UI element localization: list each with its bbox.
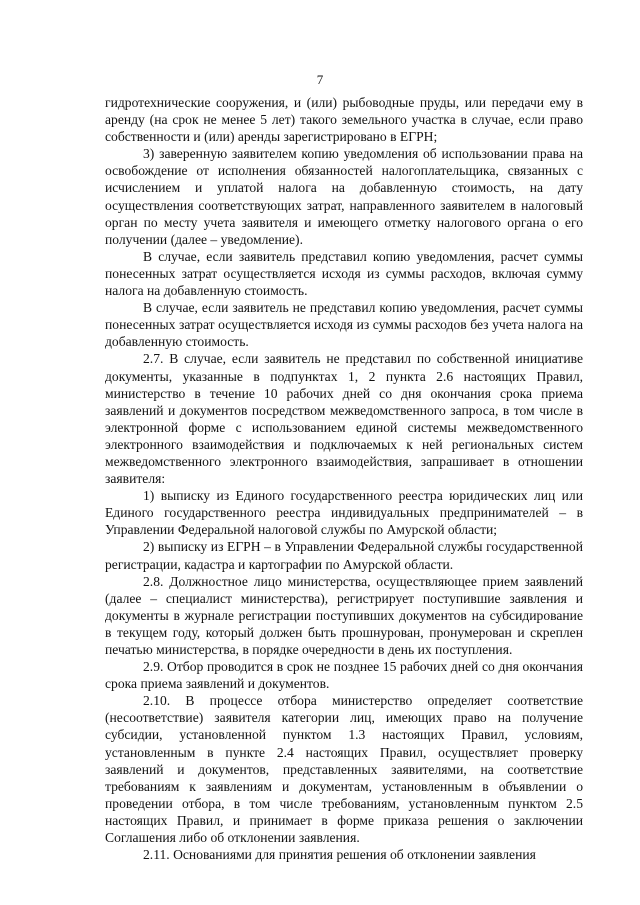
paragraph-item-3-notice-copy: 3) заверенную заявителем копию уведомления об использовании права на освобождение от исполнения обязанностей налогоплательщика, связанных с исчислением и уплатой налога на добавленную стоимость, на дату осуществления соответствующих затрат, направленного заявителем в налоговый орган по месту учета заявителя и имеющего отметку налогового органа о его получении (далее – уведомление). — [105, 146, 583, 247]
paragraph-with-notice: В случае, если заявитель представил копию уведомления, расчет суммы понесенных затрат осуществляется исходя из суммы расходов, включая сумму налога на добавленную стоимость. — [105, 248, 583, 299]
page-number: 7 — [316, 72, 324, 87]
paragraph-2-8: 2.8. Должностное лицо министерства, осуществляющее прием заявлений (далее – специалист министерства), регистрирует поступившие заявления и документы в журнале регистрации поступивших документов на субсидирование в текущем году, который должен быть прошнурован, пронумерован и скреплен печатью министерства, в порядке очередности в день их поступления. — [105, 573, 583, 657]
paragraph-2-9: 2.9. Отбор проводится в срок не позднее 15 рабочих дней со дня окончания срока приема заявлений и документов. — [105, 659, 583, 692]
document-body — [105, 94, 583, 863]
paragraph-2-10: 2.10. В процессе отбора министерство определяет соответствие (несоответствие) заявителя категории лиц, имеющих право на получение субсидии, установленной пунктом 1.3 настоящих Правил, условиям, установленным в пункте 2.4 настоящих Правил, осуществляет проверку заявлений и документов, представленных заявителями, на соответствие требованиям к заявлениям и документам, установленным в объявлении о проведении отбора, в том числе требованиям, установленным пунктом 2.5 настоящих Правил, и принимает в форме приказа решения о заключении Соглашения либо об отклонении заявления. — [105, 693, 583, 846]
paragraph-request-item-2: 2) выписку из ЕГРН – в Управлении Федеральной службы государственной регистрации, кадастра и картографии по Амурской области. — [105, 539, 583, 572]
paragraph-2-11: 2.11. Основаниями для принятия решения об отклонении заявления — [143, 847, 536, 863]
paragraph-without-notice: В случае, если заявитель не представил копию уведомления, расчет суммы понесенных затрат осуществляется исходя из суммы расходов без учета налога на добавленную стоимость. — [105, 300, 583, 350]
paragraph-continuation: гидротехнические сооружения, и (или) рыбоводные пруды, или передачи ему в аренду (на срок не менее 5 лет) такого земельного участка в случае, если право собственности и (или) аренды зарегистрировано в ЕГРН; — [105, 95, 583, 145]
paragraph-2-7: 2.7. В случае, если заявитель не представил по собственной инициативе документы, указанные в подпунктах 1, 2 пункта 2.6 настоящих Правил, министерство в течение 10 рабочих дней со дня окончания срока приема заявлений и документов посредством межведомственного запроса, в том числе в электронной форме с использованием единой системы межведомственного электронного взаимодействия и подключаемых к ней региональных систем межведомственного электронного взаимодействия, запрашивает в отношении заявителя: — [105, 351, 583, 487]
paragraph-request-item-1: 1) выписку из Единого государственного реестра юридических лиц или Единого государственного реестра индивидуальных предпринимателей – в Управлении Федеральной налоговой службы по Амурской области; — [105, 488, 583, 538]
